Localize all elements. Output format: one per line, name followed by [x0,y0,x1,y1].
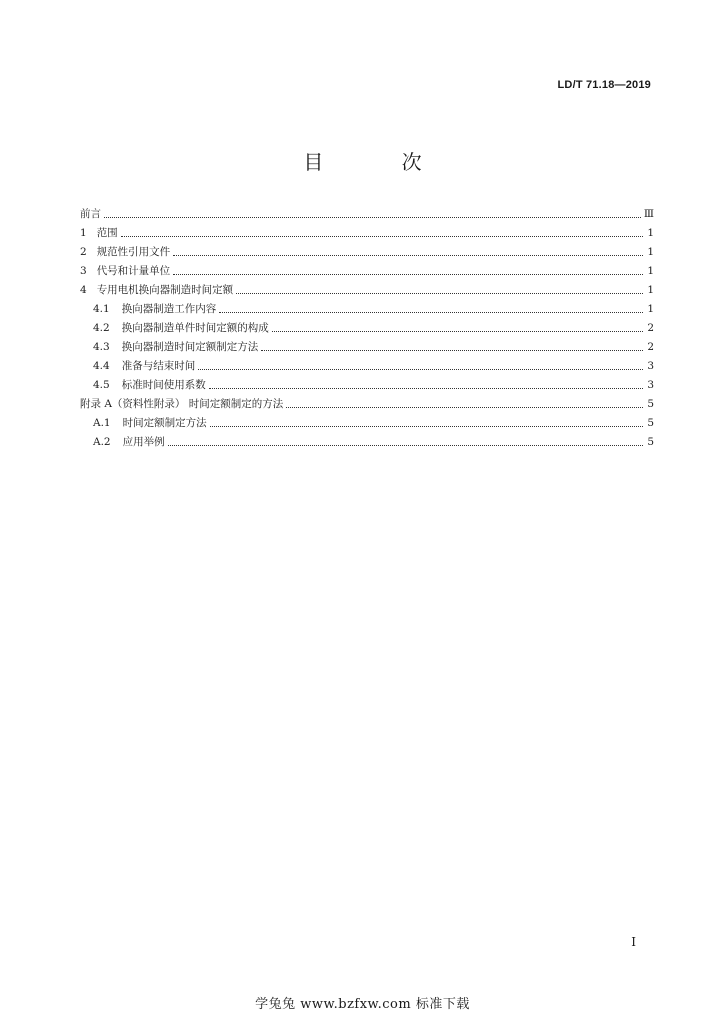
toc-entry-label [80,224,118,243]
toc-dot-leader [210,426,643,427]
toc-entry-label [93,338,258,357]
toc-subentry[interactable] [80,357,654,376]
toc-entry[interactable] [80,243,654,262]
toc-dot-leader [219,312,643,313]
toc-entry-number: A.2 [93,436,111,448]
toc-entry-number: 1 [80,227,87,239]
toc-subentry[interactable] [80,300,654,319]
toc-entry-page: Ⅲ [643,208,654,220]
toc-entry-page: 1 [647,227,654,239]
toc-entry-label [80,281,233,300]
toc-subentry[interactable] [80,433,654,452]
toc-entry-number: 4.3 [93,341,110,353]
toc-entry-label [93,319,269,338]
toc-entry-text: 换向器制造单件时间定额的构成 [121,322,269,334]
toc-entry-text: 时间定额制定方法 [122,417,207,429]
toc-dot-leader [209,388,643,389]
toc-entry-text: 专用电机换向器制造时间定额 [96,284,234,296]
table-of-contents [80,205,654,452]
toc-entry[interactable] [80,224,654,243]
toc-entry-label [80,262,170,281]
toc-entry-label [93,357,195,376]
toc-dot-leader [173,274,643,275]
toc-entry-text: 前言 [80,208,101,220]
toc-entry-text: 规范性引用文件 [96,246,171,258]
toc-subentry[interactable] [80,414,654,433]
toc-dot-leader [261,350,643,351]
toc-entry-page: 3 [647,360,654,372]
toc-entry-number: 4 [80,284,87,296]
toc-entry-label [93,414,207,433]
toc-entry-number: 2 [80,246,87,258]
toc-entry-page: 3 [647,379,654,391]
toc-entry-text: 代号和计量单位 [96,265,171,277]
toc-subentry[interactable] [80,319,654,338]
toc-entry-text: 应用举例 [122,436,165,448]
toc-entry[interactable] [80,205,654,224]
toc-subentry[interactable] [80,376,654,395]
toc-dot-leader [104,217,641,218]
toc-dot-leader [272,331,643,332]
toc-entry-label [80,243,170,262]
toc-entry-text: 准备与结束时间 [121,360,196,372]
toc-entry-page: 1 [647,303,654,315]
toc-entry-page: 1 [647,265,654,277]
toc-dot-leader [173,255,643,256]
page-title: 目 次 [303,150,458,174]
toc-entry-page: 2 [647,341,654,353]
toc-dot-leader [236,293,643,294]
toc-entry-number: 4.2 [93,322,110,334]
toc-subentry[interactable] [80,338,654,357]
toc-entry-page: 1 [647,246,654,258]
toc-entry-text: 换向器制造时间定额制定方法 [121,341,259,353]
toc-entry-page: 2 [647,322,654,334]
toc-entry-label [93,433,165,452]
toc-entry-number: A.1 [93,417,111,429]
toc-entry-page: 5 [647,417,654,429]
toc-entry-number: 4.5 [93,379,110,391]
standard-code: LD/T 71.18—2019 [557,79,651,91]
toc-entry-number: 4.1 [93,303,110,315]
footer-watermark: 学兔兔 www.bzfxw.com 标准下载 [255,997,470,1012]
toc-dot-leader [286,407,643,408]
toc-entry-text: 范围 [96,227,118,239]
toc-entry[interactable] [80,262,654,281]
toc-dot-leader [121,236,643,237]
toc-entry-text: 标准时间使用系数 [121,379,206,391]
toc-entry-label [93,376,206,395]
toc-entry-text: 附录 A（资料性附录） 时间定额制定的方法 [80,398,284,410]
toc-entry-label [93,300,216,319]
toc-entry[interactable] [80,281,654,300]
toc-entry-number: 4.4 [93,360,110,372]
toc-entry-page: 5 [647,398,654,410]
toc-entry[interactable] [80,395,654,414]
page-number: I [631,935,636,949]
toc-entry-number: 3 [80,265,87,277]
toc-dot-leader [168,445,643,446]
toc-entry-text: 换向器制造工作内容 [121,303,217,315]
toc-entry-label [80,395,283,414]
toc-entry-page: 1 [647,284,654,296]
toc-dot-leader [198,369,643,370]
toc-entry-label [80,205,101,224]
toc-entry-page: 5 [647,436,654,448]
